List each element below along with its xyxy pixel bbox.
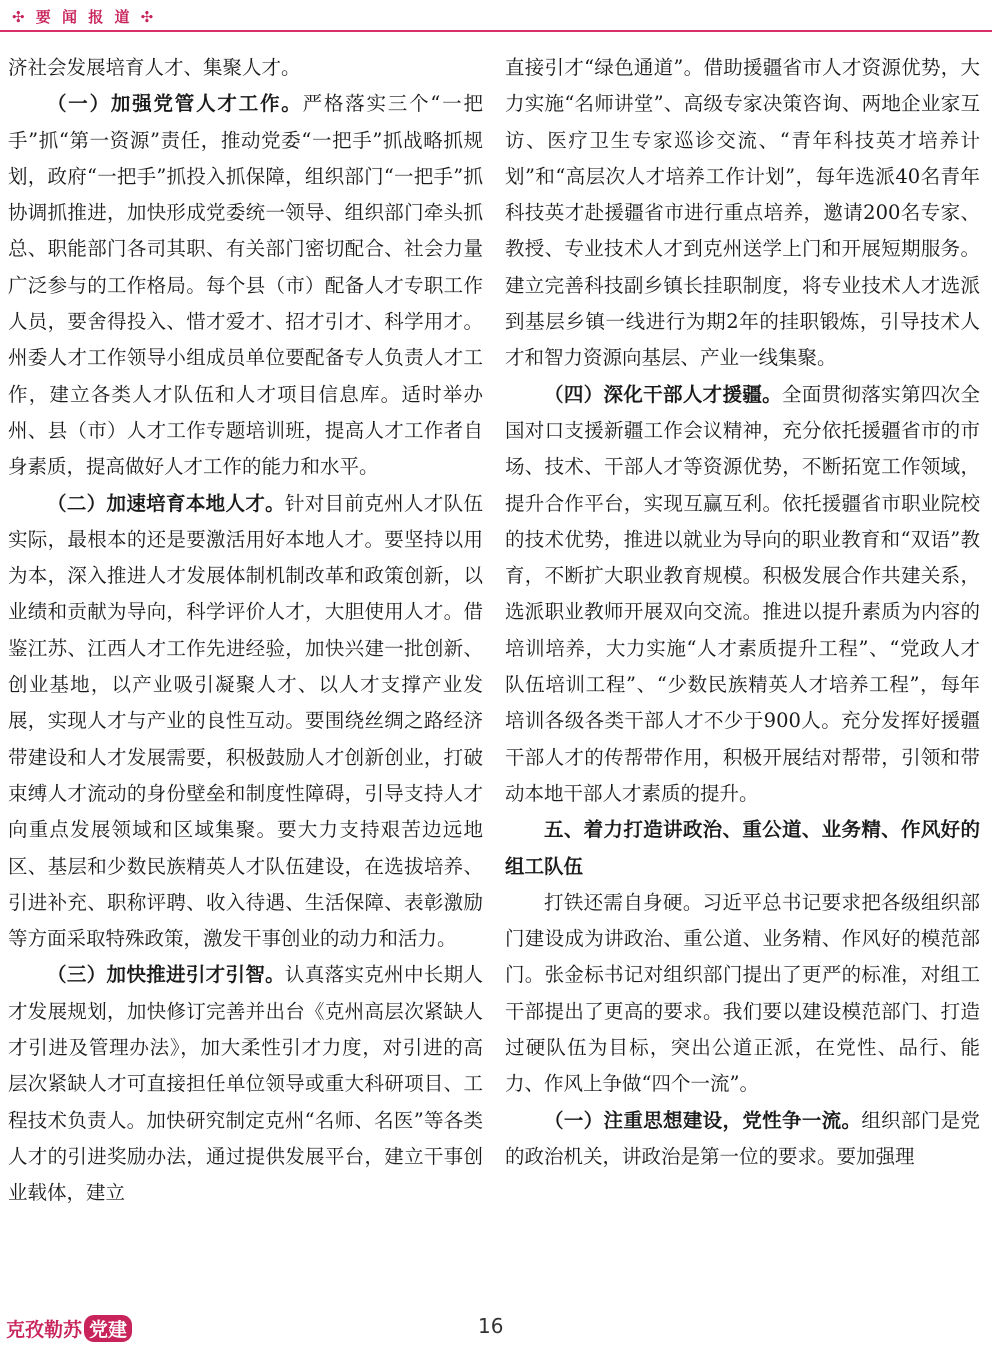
paragraph [505,377,980,813]
right-column [505,50,980,1175]
paragraph [8,86,483,485]
subsection-heading: （一）加强党管人才工作。 [47,92,303,116]
subsection-heading: （二）加速培育本地人才。 [47,491,285,515]
paragraph-continuation: 济社会发展培育人才、集聚人才。 [8,56,301,79]
subsection-heading: （四）深化干部人才援疆。 [544,382,782,406]
paragraph [8,957,483,1211]
paragraph-body: 组织部门是党的政治机关，讲政治是第一位的要求。要加强理 [505,1108,980,1168]
header-rule [0,30,992,32]
paragraph-body: 全面贯彻落实第四次全国对口支援新疆工作会议精神，充分依托援疆省市的市场、技术、干部人才等资源优势，不断拓宽工作领域，提升合作平台，实现互赢互利。依托援疆省市职业院校的技术优势，推进以就业为导向的职业教育和“双语”教育，不断扩大职业教育规模。积极发展合作共建关系，选派职业教师开展双向交流。推进以提升素质为内容的培训培养，大力实施“人才素质提升工程”、“党政人才队伍培训工程”、“少数民族精英人才培养工程”，每年培训各级各类干部人才不少于900人。充分发挥好援疆干部人才的传帮带作用，积极开展结对帮带，引领和带动本地干部人才素质的提升。 [505,382,980,805]
page-number: 16 [478,1314,504,1338]
page-header [0,0,992,34]
logo-badge: 党建 [84,1315,132,1342]
subsection-heading: （一）注重思想建设，党性争一流。 [544,1108,862,1132]
paragraph-body: 认真落实克州中长期人才发展规划，加快修订完善并出台《克州高层次紧缺人才引进及管理办法》，加大柔性引才力度，对引进的高层次紧缺人才可直接担任单位领导或重大科研项目、工程技术负责人。加快研究制定克州“名师、名医”等各类人才的引进奖励办法，通过提供发展平台，建立干事创业载体，建立 [8,963,483,1205]
paragraph-continuation: 直接引才“绿色通道”。借助援疆省市人才资源优势，大力实施“名师讲堂”、高级专家决策咨询、两地企业家互访、医疗卫生专家巡诊交流、“青年科技英才培养计划”和“高层次人才培养工作计划”，每年选派40名青年科技英才赴援疆省市进行重点培养，邀请200名专家、教授、专业技术人才到克州送学上门和开展短期服务。建立完善科技副乡镇长挂职制度，将专业技术人才选派到基层乡镇一线进行为期2年的挂职锻炼，引导技术人才和智力资源向基层、产业一线集聚。 [505,56,980,370]
paragraph-body: 针对目前克州人才队伍实际，最根本的还是要激活用好本地人才。要坚持以用为本，深入推进人才发展体制机制改革和政策创新，以业绩和贡献为导向，科学评价人才，大胆使用人才。借鉴江苏、江西人才工作先进经验，加快兴建一批创新、创业基地，以产业吸引凝聚人才、以人才支撑产业发展，实现人才与产业的良性互动。要围绕丝绸之路经济带建设和人才发展需要，积极鼓励人才创新创业，打破束缚人才流动的身份壁垒和制度性障碍，引导支持人才向重点发展领域和区域集聚。要大力支持艰苦边远地区、基层和少数民族精英人才队伍建设，在选拔培养、引进补充、职称评聘、收入待遇、生活保障、表彰激励等方面采取特殊政策，激发干事创业的动力和活力。 [8,491,483,951]
section-heading: 五、着力打造讲政治、重公道、业务精、作风好的组工队伍 [505,818,980,878]
paragraph [8,486,483,958]
magazine-logo [6,1315,132,1342]
paragraph-body: 严格落实三个“一把手”抓“第一资源”责任，推动党委“一把手”抓战略抓规划，政府“一把手”抓投入抓保障，组织部门“一把手”抓协调抓推进，加快形成党委统一领导、组织部门牵头抓总、职能部门各司其职、有关部门密切配合、社会力量广泛参与的工作格局。每个县（市）配备人才专职工作人员，要舍得投入、惜才爱才、招才引才、科学用才。州委人才工作领导小组成员单位要配备专人负责人才工作，建立各类人才队伍和人才项目信息库。适时举办州、县（市）人才工作专题培训班，提高人才工作者自身素质，提高做好人才工作的能力和水平。 [8,92,483,479]
paragraph [505,1103,980,1176]
left-column [8,50,483,1212]
logo-text: 克孜勒苏 [6,1319,83,1341]
page-footer [0,1308,992,1347]
paragraph: 打铁还需自身硬。习近平总书记要求把各级组织部门建设成为讲政治、重公道、业务精、作风好的模范部门。张金标书记对组织部门提出了更严的标准，对组工干部提出了更高的要求。我们要以建设模范部门、打造过硬队伍为目标，突出公道正派，在党性、品行、能力、作风上争做“四个一流”。 [505,890,980,1096]
section-label: ✣ 要 闻 报 道 ✣ [12,8,157,26]
subsection-heading: （三）加快推进引才引智。 [47,963,285,987]
